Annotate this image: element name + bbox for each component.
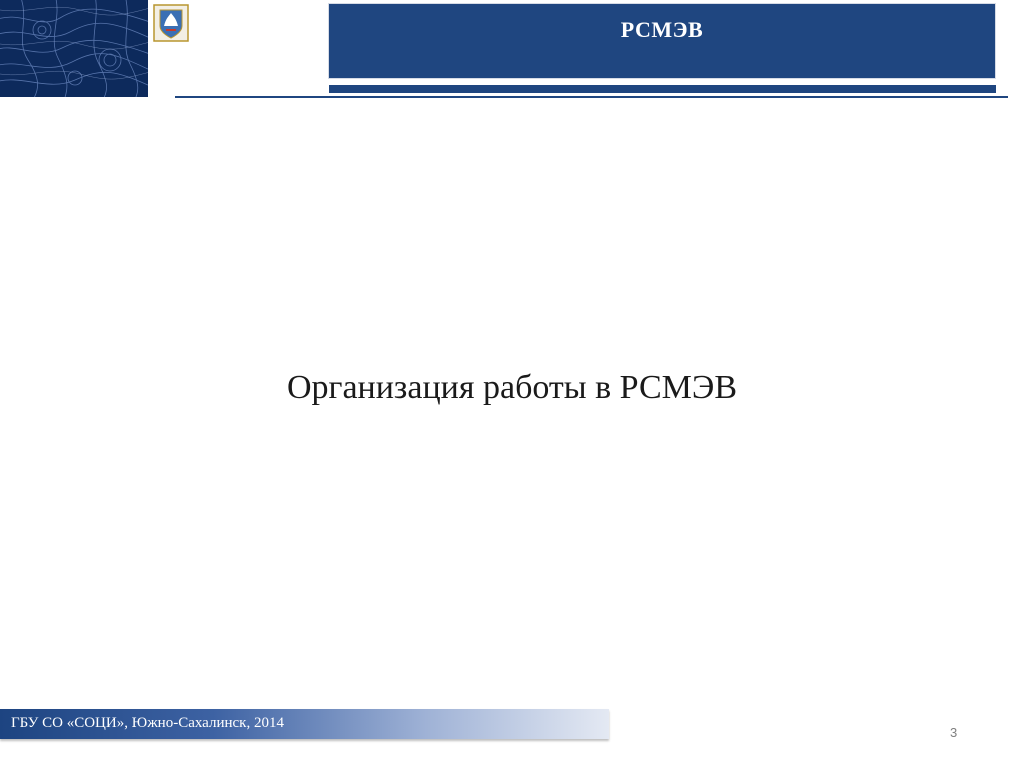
footer-text: ГБУ СО «СОЦИ», Южно-Сахалинск, 2014 — [11, 715, 284, 731]
header-title: РСМЭВ — [620, 17, 704, 42]
page-number: 3 — [950, 725, 958, 740]
coat-of-arms-icon — [153, 4, 189, 42]
footer-bar — [0, 709, 609, 739]
header-band — [329, 4, 995, 78]
contour-map-graphic — [0, 0, 148, 97]
header-underline-thin — [175, 96, 1008, 98]
slide-subtitle: Организация работы в РСМЭВ — [286, 369, 738, 406]
map-decoration-image — [0, 0, 148, 97]
header-underline-thick — [329, 85, 996, 93]
